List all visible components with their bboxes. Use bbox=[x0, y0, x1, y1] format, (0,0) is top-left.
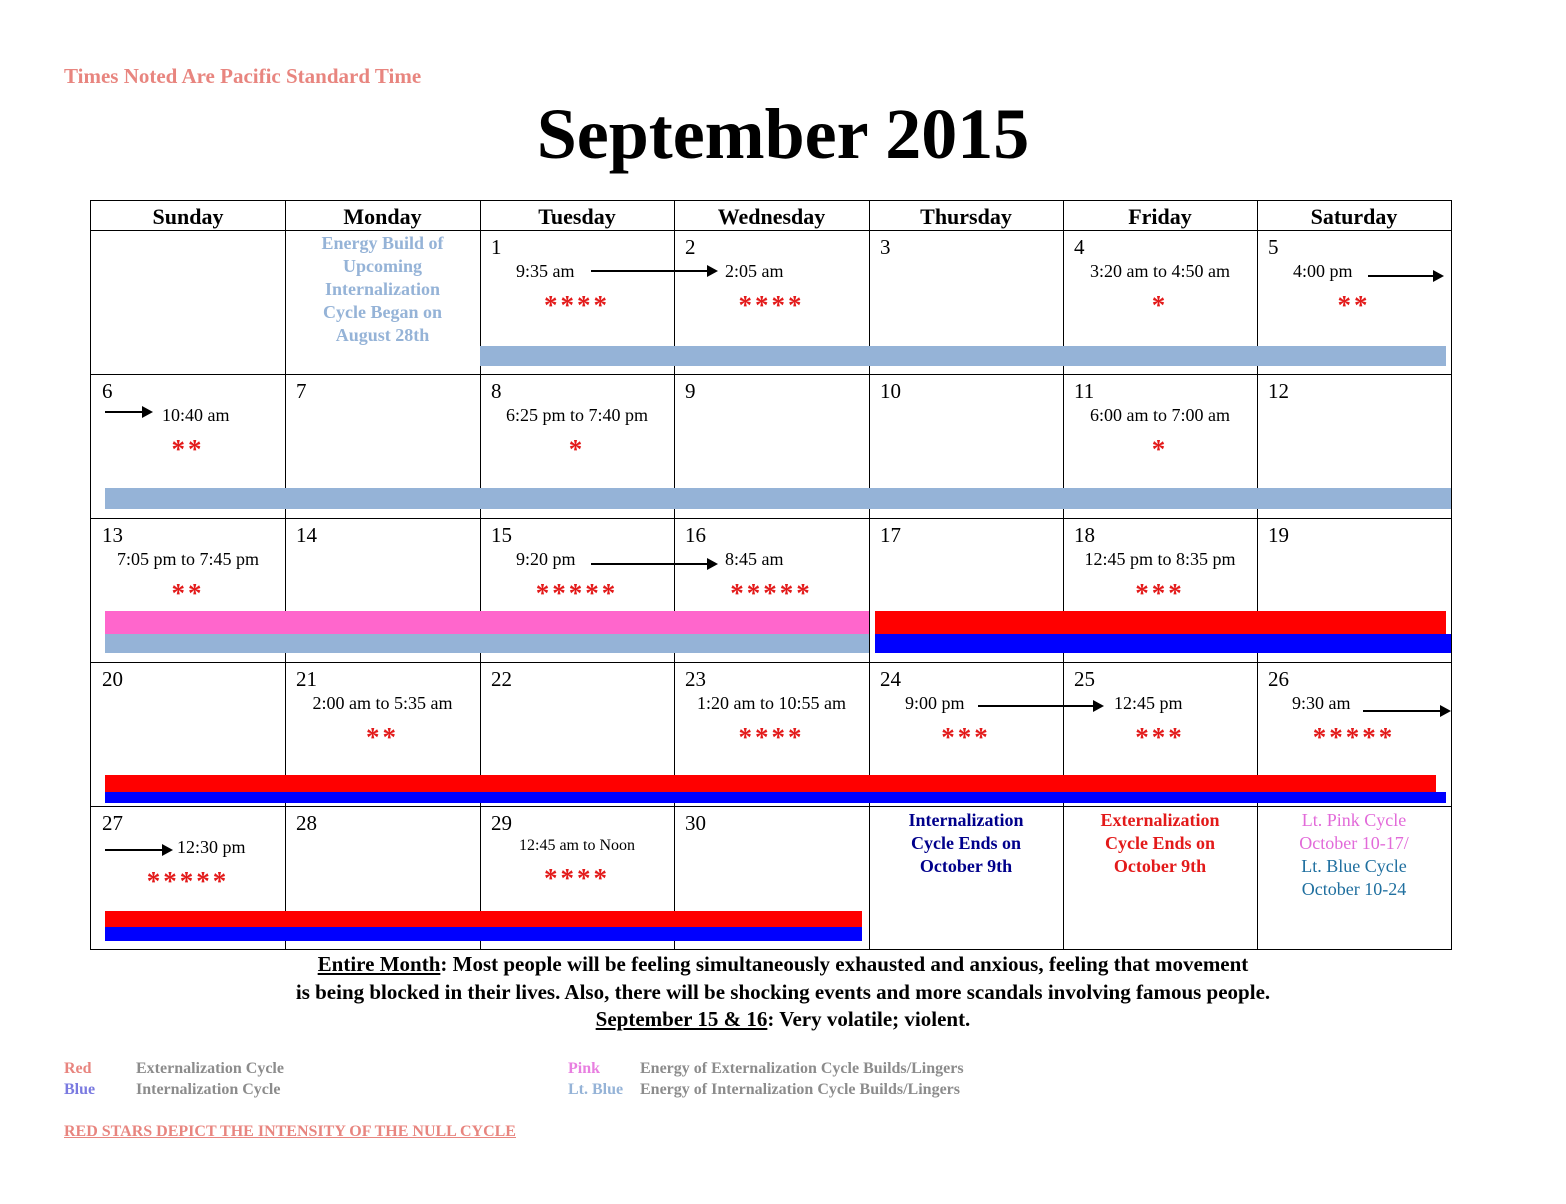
day-number: 6 bbox=[102, 379, 113, 403]
arrow-icon bbox=[105, 849, 171, 851]
sept-15-16-note bbox=[0, 1005, 1566, 1033]
legend-desc-red: Externalization Cycle bbox=[136, 1060, 284, 1077]
lt-cycles-note bbox=[1257, 809, 1451, 901]
time-label: 6:25 pm to 7:40 pm bbox=[505, 405, 648, 425]
weekday-saturday: Saturday bbox=[1310, 204, 1398, 229]
note-line: Internalization bbox=[325, 279, 440, 299]
day-number: 20 bbox=[102, 667, 123, 691]
externalization-end-note bbox=[1063, 809, 1257, 878]
day-number: 13 bbox=[102, 523, 123, 547]
note-line: October 9th bbox=[1113, 856, 1207, 876]
intensity-stars: ***** bbox=[146, 866, 230, 896]
intensity-stars: **** bbox=[544, 290, 610, 320]
intensity-stars: *** bbox=[1135, 578, 1185, 608]
note-line: Externalization bbox=[1100, 810, 1220, 830]
note-line: Energy Build of bbox=[321, 233, 444, 253]
blue-cycle-bar bbox=[875, 634, 1451, 653]
time-label: 2:00 am to 5:35 am bbox=[312, 693, 453, 713]
day-number: 19 bbox=[1268, 523, 1289, 547]
sept-15-16-label: September 15 & 16 bbox=[595, 1007, 768, 1031]
entire-month-summary bbox=[0, 950, 1566, 978]
grid-line bbox=[91, 806, 1451, 807]
legend-key-blue: Blue bbox=[64, 1081, 96, 1098]
intensity-stars: * bbox=[1151, 434, 1169, 464]
note-line: August 28th bbox=[335, 325, 430, 345]
intensity-stars: ** bbox=[171, 578, 205, 608]
day-number: 18 bbox=[1074, 523, 1095, 547]
day-number: 28 bbox=[296, 811, 317, 835]
sept-15-16-text: : Very volatile; violent. bbox=[767, 1007, 971, 1031]
note-line: Cycle Began on bbox=[323, 302, 442, 322]
time-label: 4:00 pm bbox=[1293, 261, 1353, 281]
grid-line bbox=[91, 374, 1451, 375]
arrow-icon bbox=[591, 563, 716, 565]
weekday-wednesday: Wednesday bbox=[717, 204, 826, 229]
note-line: October 9th bbox=[919, 856, 1013, 876]
day-number: 26 bbox=[1268, 667, 1289, 691]
day-number: 30 bbox=[685, 811, 706, 835]
note-line: Lt. Blue Cycle bbox=[1301, 856, 1407, 876]
day-number: 25 bbox=[1074, 667, 1095, 691]
intensity-stars: **** bbox=[544, 863, 610, 893]
red-cycle-bar bbox=[875, 611, 1446, 634]
time-label: 1:20 am to 10:55 am bbox=[697, 693, 846, 713]
note-line: October 10-17/ bbox=[1299, 833, 1409, 853]
note-line: Internalization bbox=[908, 810, 1024, 830]
calendar-title: September 2015 bbox=[536, 94, 1030, 174]
time-label: 6:00 am to 7:00 am bbox=[1090, 405, 1230, 425]
entire-month-text: : Most people will be feeling simultaneously exhausted and anxious, feeling that movement bbox=[440, 952, 1249, 976]
intensity-stars: **** bbox=[738, 290, 805, 320]
day-number: 22 bbox=[491, 667, 512, 691]
time-label: 7:05 pm to 7:45 pm bbox=[116, 549, 259, 569]
time-label: 9:30 am bbox=[1292, 693, 1351, 713]
note-line: October 10-24 bbox=[1301, 879, 1407, 899]
time-label: 10:40 am bbox=[162, 405, 230, 425]
entire-month-summary-2: is being blocked in their lives. Also, there will be shocking events and more scandals involving famous people. bbox=[295, 980, 1271, 1004]
entire-month-label: Entire Month bbox=[317, 952, 441, 976]
day-number: 29 bbox=[491, 811, 512, 835]
day-number: 24 bbox=[880, 667, 901, 691]
intensity-stars: * bbox=[1151, 290, 1169, 320]
day-number: 3 bbox=[880, 235, 891, 259]
null-cycle-note: RED STARS DEPICT THE INTENSITY OF THE NULL CYCLE bbox=[64, 1123, 516, 1140]
grid-line bbox=[91, 518, 1451, 519]
blue-cycle-bar bbox=[105, 792, 1446, 803]
day-number: 10 bbox=[880, 379, 901, 403]
weekday-sunday: Sunday bbox=[152, 204, 224, 229]
legend-key-red: Red bbox=[64, 1060, 92, 1077]
note-line: Upcoming bbox=[342, 256, 422, 276]
intensity-stars: **** bbox=[738, 722, 805, 752]
weekday-tuesday: Tuesday bbox=[538, 204, 616, 229]
internalization-end-note bbox=[869, 809, 1063, 878]
time-label: 12:45 am to Noon bbox=[519, 837, 635, 854]
day-number: 27 bbox=[102, 811, 123, 835]
arrow-icon bbox=[105, 411, 151, 413]
time-label: 9:35 am bbox=[516, 261, 575, 281]
time-label: 2:05 am bbox=[725, 261, 784, 281]
intensity-stars: *** bbox=[941, 722, 991, 752]
day-number: 17 bbox=[880, 523, 901, 547]
intensity-stars: * bbox=[568, 434, 586, 464]
intensity-stars: ** bbox=[171, 434, 205, 464]
intensity-stars: ***** bbox=[535, 578, 619, 608]
arrow-icon bbox=[1368, 275, 1442, 277]
legend-desc-blue: Internalization Cycle bbox=[136, 1081, 281, 1098]
intensity-stars: ***** bbox=[730, 578, 813, 608]
day-number: 1 bbox=[491, 235, 502, 259]
day-number: 23 bbox=[685, 667, 706, 691]
time-label: 8:45 am bbox=[725, 549, 784, 569]
intensity-stars: *** bbox=[1135, 722, 1185, 752]
arrow-icon bbox=[591, 270, 716, 272]
day-number: 8 bbox=[491, 379, 502, 403]
day-number: 4 bbox=[1074, 235, 1085, 259]
time-label: 9:20 pm bbox=[516, 549, 576, 569]
note-line: Cycle Ends on bbox=[1104, 833, 1216, 853]
lt-blue-cycle-bar bbox=[480, 346, 1446, 366]
legend-key-lt-blue: Lt. Blue bbox=[568, 1081, 624, 1098]
day-number: 5 bbox=[1268, 235, 1279, 259]
time-label: 12:30 pm bbox=[177, 837, 246, 857]
red-cycle-bar bbox=[105, 911, 862, 927]
day-number: 11 bbox=[1074, 379, 1095, 403]
intensity-stars: ***** bbox=[1312, 722, 1396, 752]
legend-key-pink: Pink bbox=[568, 1060, 601, 1077]
blue-cycle-bar bbox=[105, 927, 862, 941]
calendar-grid bbox=[90, 200, 1452, 950]
time-label: 9:00 pm bbox=[905, 693, 965, 713]
energy-build-note bbox=[285, 232, 480, 347]
arrow-icon bbox=[978, 705, 1102, 707]
pink-cycle-bar bbox=[105, 611, 869, 634]
legend-desc-lt-blue: Energy of Internalization Cycle Builds/Lingers bbox=[640, 1081, 960, 1098]
time-label: 12:45 pm bbox=[1114, 693, 1183, 713]
time-label: 3:20 am to 4:50 am bbox=[1090, 261, 1230, 281]
note-line: Lt. Pink Cycle bbox=[1301, 810, 1407, 830]
intensity-stars: ** bbox=[1337, 290, 1371, 320]
day-number: 7 bbox=[296, 379, 307, 403]
day-number: 2 bbox=[685, 235, 696, 259]
day-number: 21 bbox=[296, 667, 317, 691]
weekday-friday: Friday bbox=[1128, 204, 1192, 229]
weekday-monday: Monday bbox=[343, 204, 422, 229]
weekday-thursday: Thursday bbox=[920, 204, 1012, 229]
timezone-note: Times Noted Are Pacific Standard Time bbox=[64, 64, 422, 88]
day-number: 14 bbox=[296, 523, 317, 547]
day-number: 16 bbox=[685, 523, 706, 547]
note-line: Cycle Ends on bbox=[910, 833, 1022, 853]
time-label: 12:45 pm to 8:35 pm bbox=[1084, 549, 1236, 569]
grid-line bbox=[91, 662, 1451, 663]
arrow-icon bbox=[1363, 710, 1449, 712]
grid-line bbox=[91, 230, 1451, 231]
day-number: 12 bbox=[1268, 379, 1289, 403]
lt-blue-cycle-bar bbox=[105, 634, 869, 653]
day-number: 9 bbox=[685, 379, 696, 403]
lt-blue-cycle-bar bbox=[105, 488, 1451, 509]
red-cycle-bar bbox=[105, 775, 1436, 792]
intensity-stars: ** bbox=[366, 722, 399, 752]
day-number: 15 bbox=[491, 523, 512, 547]
legend-desc-pink: Energy of Externalization Cycle Builds/Lingers bbox=[640, 1060, 964, 1077]
